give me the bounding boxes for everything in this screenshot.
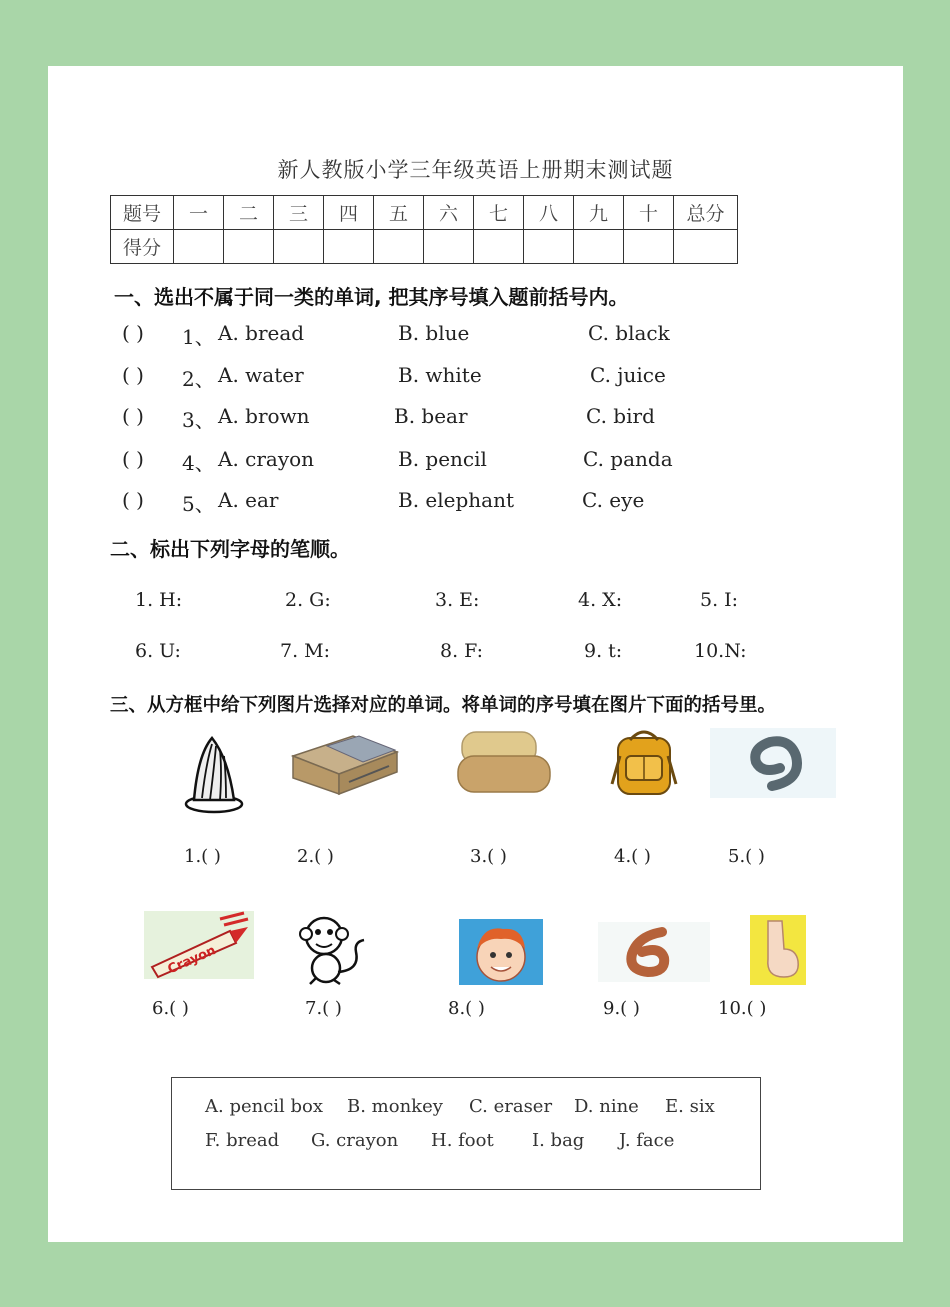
crayon-picture [144, 911, 254, 979]
word-option: E. six [665, 1096, 715, 1117]
option-a: A. ear [218, 488, 279, 512]
question-row [122, 488, 682, 518]
score-input-cell[interactable] [674, 230, 738, 264]
picture-caption[interactable]: 3.( ) [470, 846, 507, 867]
question-number: 1、 [182, 325, 215, 349]
option-b: B. elephant [398, 488, 515, 512]
face-picture [459, 919, 543, 985]
option-a: A. brown [218, 404, 310, 428]
score-table-cell: 七 [474, 196, 524, 230]
worksheet-page [48, 66, 903, 1242]
word-option: G. crayon [311, 1130, 399, 1151]
letter-item: 4. X: [578, 589, 623, 611]
score-input-cell[interactable] [574, 230, 624, 264]
score-input-cell[interactable] [424, 230, 474, 264]
score-input-cell[interactable] [274, 230, 324, 264]
word-option: F. bread [205, 1130, 280, 1151]
pencil-box-picture [289, 732, 401, 798]
question-number: 4、 [182, 451, 215, 475]
score-table-cell: 八 [524, 196, 574, 230]
score-input-cell[interactable] [174, 230, 224, 264]
picture-caption[interactable]: 2.( ) [297, 846, 334, 867]
option-a: A. water [218, 363, 304, 387]
picture-caption[interactable]: 7.( ) [305, 998, 342, 1019]
section2-heading: 二、标出下列字母的笔顺。 [110, 537, 350, 561]
letter-item: 2. G: [285, 589, 331, 611]
score-input-cell[interactable] [374, 230, 424, 264]
section3-heading: 三、从方框中给下列图片选择对应的单词。将单词的序号填在图片下面的括号里。 [110, 695, 777, 716]
letter-item: 5. I: [700, 589, 739, 611]
six-picture [598, 922, 710, 982]
score-table-cell: 六 [424, 196, 474, 230]
question-number: 3、 [182, 408, 215, 432]
question-row [122, 404, 682, 434]
score-table-cell: 三 [274, 196, 324, 230]
picture-caption[interactable]: 6.( ) [152, 998, 189, 1019]
picture-caption[interactable]: 5.( ) [728, 846, 765, 867]
option-c: C. black [588, 321, 670, 345]
score-row-label: 得分 [111, 230, 174, 264]
section1-heading: 一、选出不属于同一类的单词, 把其序号填入题前括号内。 [114, 285, 629, 309]
bread-picture [180, 734, 248, 814]
option-c: C. bird [586, 404, 655, 428]
monkey-picture [294, 912, 370, 986]
option-c: C. panda [583, 447, 673, 471]
option-a: A. crayon [218, 447, 315, 471]
letter-item: 8. F: [440, 640, 484, 662]
score-input-cell[interactable] [524, 230, 574, 264]
letter-item: 1. H: [135, 589, 183, 611]
word-option: D. nine [574, 1096, 639, 1117]
nine-picture [710, 728, 836, 798]
word-option: C. eraser [469, 1096, 553, 1117]
score-input-cell[interactable] [474, 230, 524, 264]
question-number: 2、 [182, 367, 215, 391]
word-option: I. bag [532, 1130, 585, 1151]
letter-item: 9. t: [584, 640, 623, 662]
page-title: 新人教版小学三年级英语上册期末测试题 [277, 158, 674, 182]
word-option: B. monkey [347, 1096, 443, 1117]
option-c: C. juice [590, 363, 666, 387]
letter-item: 6. U: [135, 640, 181, 662]
score-input-cell[interactable] [624, 230, 674, 264]
letter-item: 3. E: [435, 589, 480, 611]
option-b: B. pencil [398, 447, 487, 471]
score-table-cell: 九 [574, 196, 624, 230]
option-b: B. bear [394, 404, 468, 428]
score-table-score-row [111, 230, 738, 264]
picture-caption[interactable]: 4.( ) [614, 846, 651, 867]
letter-item: 10.N: [694, 640, 747, 662]
score-table-cell: 一 [174, 196, 224, 230]
word-option: A. pencil box [205, 1096, 324, 1117]
score-table-cell: 题号 [111, 196, 174, 230]
score-table-header-row [111, 196, 738, 230]
crayon-label: Crayon [165, 943, 219, 978]
eraser-picture [454, 726, 554, 798]
option-b: B. white [398, 363, 482, 387]
question-row [122, 363, 682, 393]
score-table-cell: 总分 [674, 196, 738, 230]
score-input-cell[interactable] [324, 230, 374, 264]
score-table-cell: 十 [624, 196, 674, 230]
score-table-cell: 四 [324, 196, 374, 230]
picture-caption[interactable]: 10.( ) [718, 998, 767, 1019]
score-table-cell: 五 [374, 196, 424, 230]
score-table-cell: 二 [224, 196, 274, 230]
question-number: 5、 [182, 492, 215, 516]
picture-caption[interactable]: 1.( ) [184, 846, 221, 867]
question-row [122, 321, 682, 351]
word-option: H. foot [431, 1130, 494, 1151]
foot-picture [750, 915, 806, 985]
word-option: J. face [619, 1130, 675, 1151]
option-c: C. eye [582, 488, 645, 512]
score-input-cell[interactable] [224, 230, 274, 264]
answer-bracket[interactable]: ( ) [122, 404, 144, 428]
question-row [122, 447, 682, 477]
score-table [110, 195, 738, 264]
bag-picture [608, 726, 680, 798]
answer-bracket[interactable]: ( ) [122, 447, 144, 471]
answer-bracket[interactable]: ( ) [122, 321, 144, 345]
option-a: A. bread [218, 321, 305, 345]
answer-bracket[interactable]: ( ) [122, 363, 144, 387]
word-options-box [171, 1077, 761, 1190]
option-b: B. blue [398, 321, 470, 345]
answer-bracket[interactable]: ( ) [122, 488, 144, 512]
picture-caption[interactable]: 9.( ) [603, 998, 640, 1019]
letter-item: 7. M: [280, 640, 331, 662]
picture-caption[interactable]: 8.( ) [448, 998, 485, 1019]
